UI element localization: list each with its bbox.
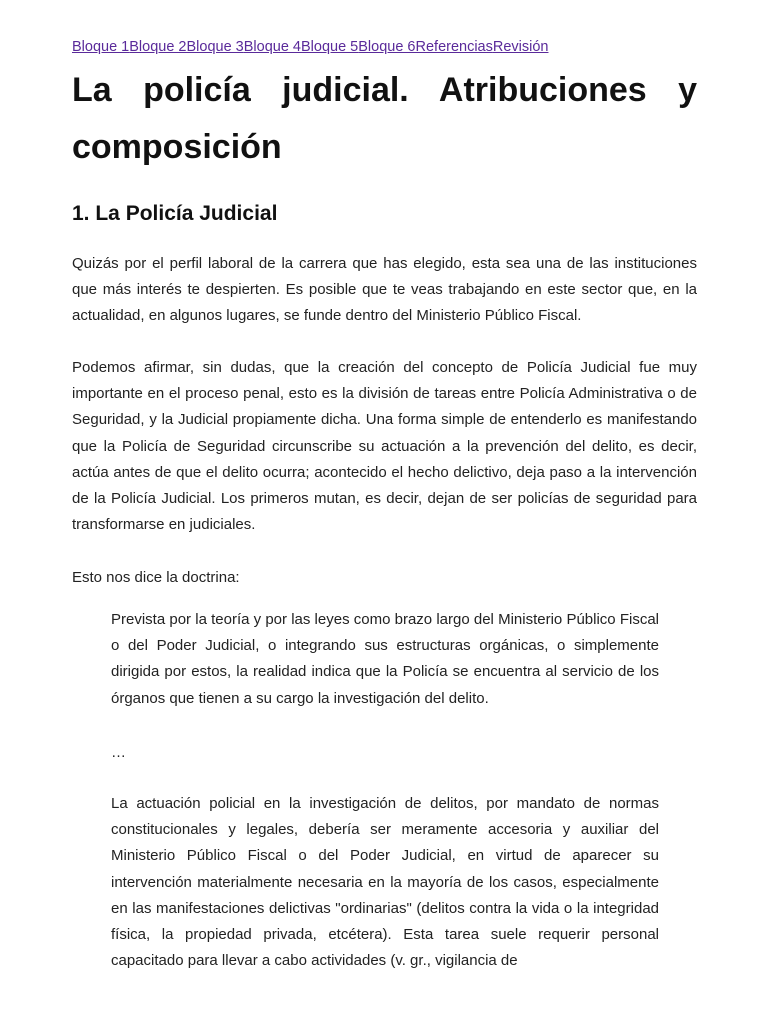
paragraph-concept: Podemos afirmar, sin dudas, que la creación del concepto de Policía Judicial fue muy importante en el proceso penal, esto es la división de tareas entre Policía Administrativa o de Seguridad, y la Judicial propiamente dicha. Una forma simple de entenderlo es manifestando que la Policía de Seguridad circunscribe su actuación a la prevención del delito, es decir, actúa antes de que el delito ocurra; acontecido el hecho delictivo, deja paso a la intervención de la Policía Judicial. Los primeros mutan, es decir, dejan de ser policías de seguridad para transformarse en judiciales.	[72, 359, 697, 534]
quote-paragraph: Prevista por la teoría y por las leyes como brazo largo del Ministerio Público Fiscal o del Poder Judicial, o integrando sus estructuras orgánicas, o simplemente dirigida por estos, la realidad indica que la Policía se encuentra al servicio de los órganos que tienen a su cargo la investigación del delito.	[111, 611, 659, 707]
nav-link-revision[interactable]: Revisión	[492, 39, 549, 55]
nav-link-bloque-1[interactable]: Bloque 1	[72, 39, 130, 55]
section-heading: 1. La Policía Judicial	[72, 202, 278, 225]
block-navigation	[72, 39, 548, 56]
paragraph-intro: Quizás por el perfil laboral de la carrera que has elegido, esta sea una de las instituciones que más interés te despierten. Es posible que te veas trabajando en este sector que, en la actualidad, en algunos lugares, se funde dentro del Ministerio Público Fiscal.	[72, 255, 697, 325]
page-title: La policía judicial. Atribuciones y composición	[72, 71, 697, 166]
nav-link-bloque-4[interactable]: Bloque 4	[243, 39, 301, 55]
paragraph-doctrine-lead: Esto nos dice la doctrina:	[72, 569, 240, 586]
nav-link-bloque-3[interactable]: Bloque 3	[186, 39, 244, 55]
nav-link-bloque-6[interactable]: Bloque 6	[358, 39, 416, 55]
quote-paragraph: La actuación policial en la investigación de delitos, por mandato de normas constitucionales y legales, debería ser meramente accesoria y auxiliar del Ministerio Público Fiscal o del Poder Judicial, en virtud de aparecer su intervención materialmente necesaria en la mayoría de los casos, especialmente en las manifestaciones delictivas "ordinarias" (delitos contra la vida o la integridad física, la propiedad privada, etcétera). Esta tarea suele requerir personal capacitado para llevar a cabo actividades (v. gr., vigilancia de	[111, 795, 659, 970]
nav-link-referencias[interactable]: Referencias	[415, 39, 493, 55]
quote-ellipsis: …	[111, 744, 126, 761]
nav-link-bloque-2[interactable]: Bloque 2	[129, 39, 187, 55]
nav-link-bloque-5[interactable]: Bloque 5	[301, 39, 359, 55]
